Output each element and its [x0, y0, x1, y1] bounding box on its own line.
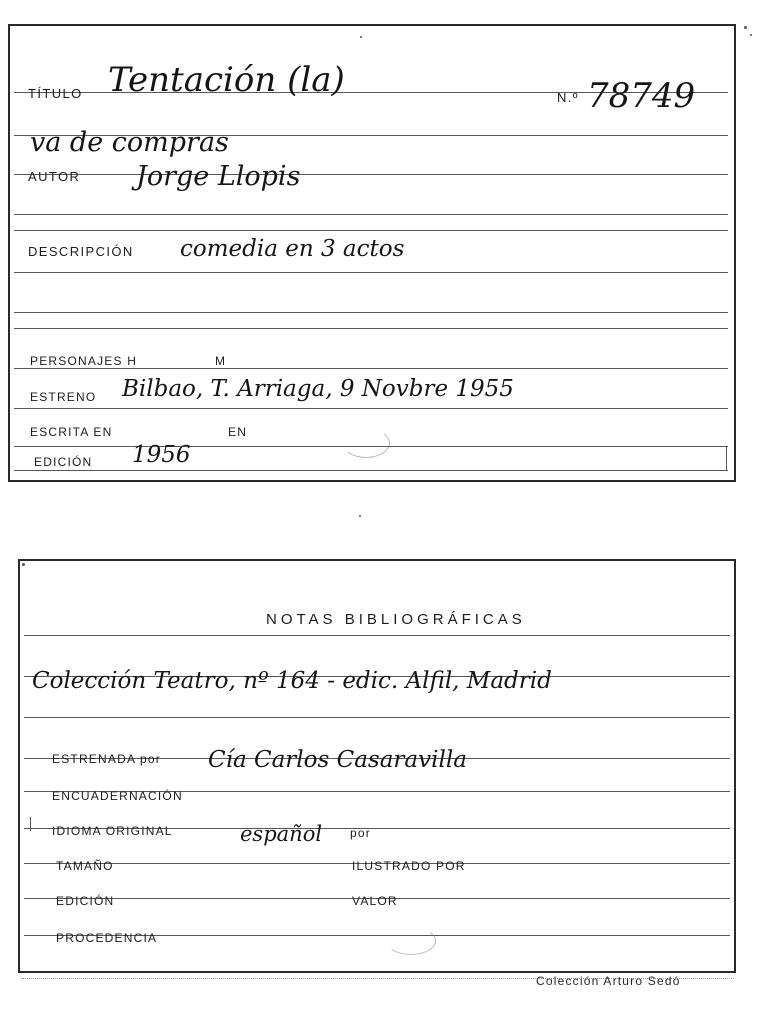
- index-card-front: [8, 24, 738, 484]
- card-front-border-right: [734, 24, 736, 482]
- card-back-border-right: [734, 559, 736, 973]
- field-value-estreno: Bilbao, T. Arriaga, 9 Novbre 1955: [122, 376, 514, 402]
- field-value-descripcion: comedia en 3 actos: [180, 236, 405, 262]
- field-label-encuadernacion: ENCUADERNACIÓN: [52, 789, 183, 803]
- field-label-escrita-en-2: EN: [228, 425, 248, 439]
- field-label-ilustrado-por: ILUSTRADO POR: [352, 859, 466, 873]
- field-label-titulo: TÍTULO: [28, 86, 83, 101]
- rule: [14, 408, 728, 409]
- card-back-border-left: [18, 559, 20, 973]
- archive-stamp: Colección Arturo Sedó: [536, 974, 681, 988]
- rule: [14, 312, 728, 313]
- scan-speck: [750, 34, 752, 36]
- field-label-numero: N.º: [557, 90, 579, 105]
- field-label-edicion: EDICIÓN: [56, 894, 115, 908]
- field-value-titulo-line2: va de compras: [30, 127, 229, 158]
- field-label-descripcion: DESCRIPCIÓN: [28, 244, 134, 259]
- rule: [14, 214, 728, 215]
- field-value-titulo: Tentación (la): [108, 60, 345, 100]
- scan-speck: [359, 515, 361, 517]
- field-value-notas: Colección Teatro, nº 164 - edic. Alfil, Madrid: [32, 668, 552, 694]
- field-label-edicion: EDICIÓN: [34, 455, 93, 469]
- field-label-tamano: TAMAÑO: [56, 859, 114, 873]
- rule: [14, 230, 728, 231]
- field-label-personajes-h: PERSONAJES H: [30, 354, 138, 368]
- field-label-escrita-en: ESCRITA EN: [30, 425, 113, 439]
- field-label-autor: AUTOR: [28, 169, 81, 184]
- field-label-estreno: ESTRENO: [30, 390, 97, 404]
- rule: [14, 328, 728, 329]
- scan-speck: [360, 36, 362, 38]
- field-label-idioma-por: por: [350, 826, 371, 840]
- index-card-back: [8, 545, 738, 975]
- scan-speck: [22, 563, 25, 566]
- field-label-valor: VALOR: [352, 894, 398, 908]
- card-back-border-bottom: [18, 971, 736, 973]
- rule-end-tick: [726, 446, 727, 470]
- rule: [14, 174, 728, 175]
- field-value-estrenada-por: Cía Carlos Casaravilla: [208, 747, 467, 773]
- card-front-border-top: [8, 24, 736, 26]
- margin-tick: [30, 817, 31, 831]
- card-front-border-bottom: [8, 480, 736, 482]
- field-value-edicion: 1956: [132, 442, 191, 468]
- rule: [24, 717, 730, 718]
- field-label-estrenada-por: ESTRENADA por: [52, 752, 161, 766]
- section-title-notas-bibliograficas: NOTAS BIBLIOGRÁFICAS: [266, 611, 526, 628]
- rule: [14, 470, 728, 471]
- rule: [14, 368, 728, 369]
- scan-smudge: [342, 428, 390, 458]
- field-label-procedencia: PROCEDENCIA: [56, 931, 158, 945]
- field-value-idioma-original: español: [240, 822, 323, 846]
- card-front-border-left: [8, 24, 10, 482]
- field-value-autor: Jorge Llopis: [136, 161, 301, 192]
- field-label-personajes-m: M: [215, 354, 227, 368]
- field-label-idioma-original: IDIOMA ORIGINAL: [52, 824, 173, 838]
- scan-speck: [744, 26, 747, 29]
- scan-smudge: [386, 927, 436, 955]
- rule: [24, 635, 730, 636]
- field-value-numero: 78749: [587, 76, 696, 116]
- card-back-border-top: [18, 559, 736, 561]
- rule: [14, 272, 728, 273]
